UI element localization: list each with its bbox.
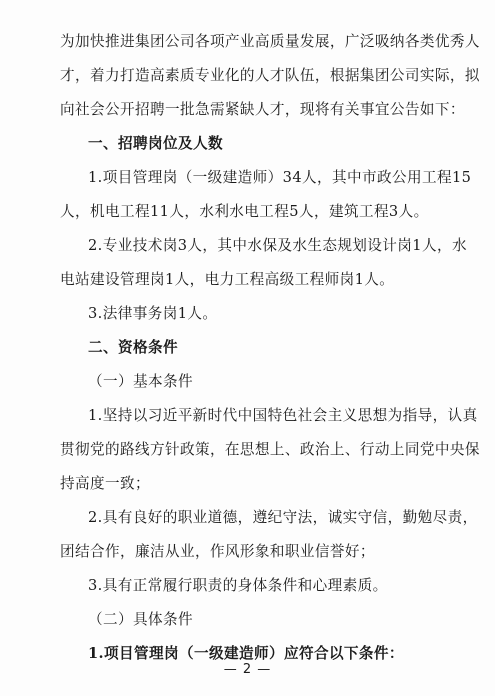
paragraph-line: 2.专业技术岗3人，其中水保及水生态规划设计岗1人，水 <box>88 237 467 254</box>
page-number: — 2 — <box>223 662 272 677</box>
paragraph-line: 1.坚持以习近平新时代中国特色社会主义思想为指导，认真 <box>88 407 478 424</box>
paragraph-line: 1.项目管理岗（一级建造师）应符合以下条件： <box>88 645 404 662</box>
paragraph-line: 贯彻党的路线方针政策，在思想上、政治上、行动上同党中央保 <box>60 441 480 458</box>
paragraph-line: 3.具有正常履行职责的身体条件和心理素质。 <box>88 577 388 594</box>
paragraph-line: 向社会公开招聘一批急需紧缺人才，现将有关事宜公告如下： <box>60 101 465 118</box>
paragraph-line: 才，着力打造高素质专业化的人才队伍，根据集团公司实际，拟 <box>60 67 480 84</box>
paragraph-line: 1.项目管理岗（一级建造师）34人，其中市政公用工程15 <box>88 169 472 186</box>
paragraph-line: 持高度一致； <box>60 475 150 492</box>
paragraph-line: 团结合作，廉洁从业，作风形象和职业信誉好； <box>60 543 375 560</box>
paragraph-line: 人，机电工程11人，水利水电工程5人，建筑工程3人。 <box>60 203 429 220</box>
section-heading-positions: 一、招聘岗位及人数 <box>88 135 223 152</box>
paragraph-line: 3.法律事务岗1人。 <box>88 305 218 322</box>
paragraph-line: 为加快推进集团公司各项产业高质量发展，广泛吸纳各类优秀人 <box>60 33 480 50</box>
paragraph-line: 2.具有良好的职业道德，遵纪守法，诚实守信，勤勉尽责， <box>88 509 478 526</box>
paragraph-line: 电站建设管理岗1人，电力工程高级工程师岗1人。 <box>60 271 395 288</box>
subsection-heading-basic: （一）基本条件 <box>88 373 193 390</box>
section-heading-qualifications: 二、资格条件 <box>88 339 178 356</box>
subsection-heading-specific: （二）具体条件 <box>88 611 193 628</box>
